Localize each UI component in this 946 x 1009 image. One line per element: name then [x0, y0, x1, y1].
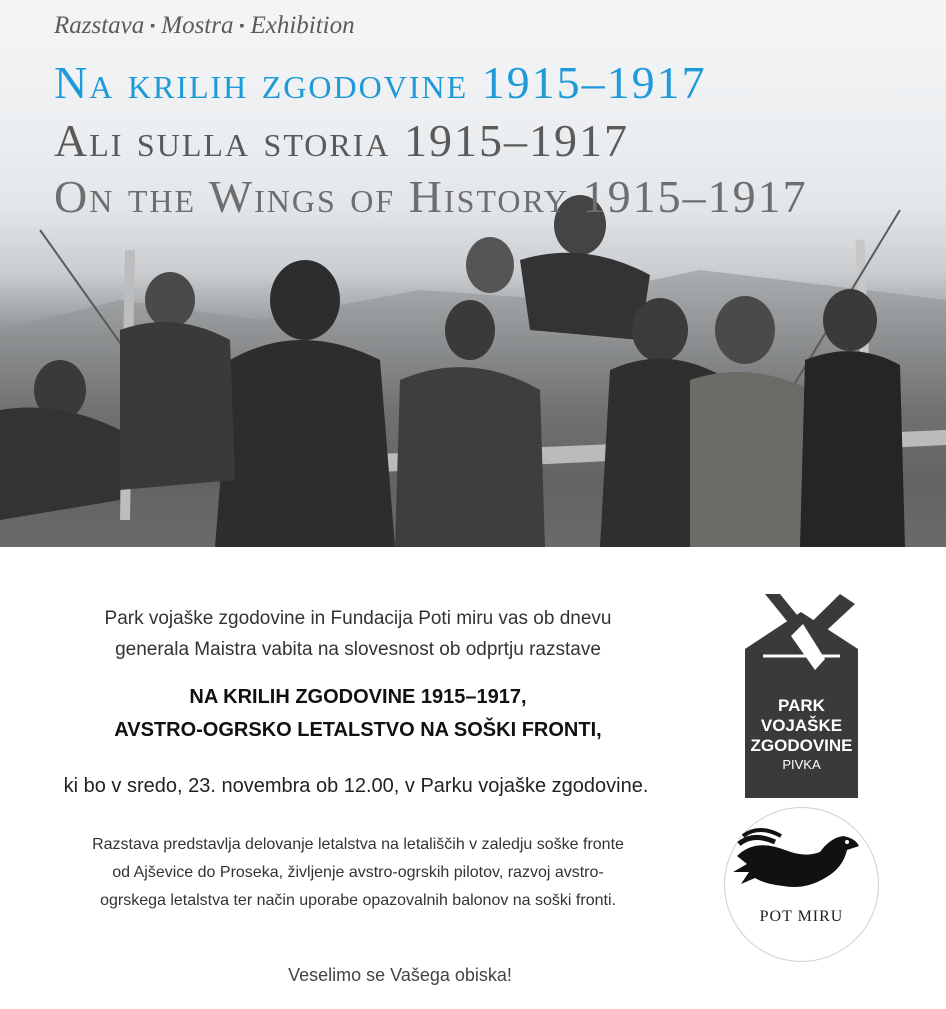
park-vojaske-zgodovine-logo	[745, 594, 858, 798]
dove-icon	[725, 808, 878, 908]
intro-line: Park vojaške zgodovine in Fundacija Poti miru vas ob dnevu	[104, 608, 612, 629]
park-logo-line: PARK	[778, 696, 825, 715]
desc-line: ogrskega letalstva ter način uporabe opazovalnih balonov na soški fronti.	[100, 892, 616, 909]
park-logo-place: PIVKA	[782, 757, 821, 772]
intro-line: generala Maistra vabita na slovesnost ob odprtju razstave	[115, 639, 601, 660]
pot-miru-logo	[724, 807, 879, 962]
park-logo-text	[745, 696, 858, 774]
kicker-en: Exhibition	[250, 12, 355, 39]
title-english: On the Wings of History 1915–1917	[54, 171, 808, 222]
park-logo-line: VOJAŠKE	[760, 716, 843, 735]
title-italian: Ali sulla storia 1915–1917	[54, 115, 630, 166]
exhibition-description	[8, 831, 708, 915]
park-logo-line: ZGODOVINE	[750, 736, 853, 755]
desc-line: Razstava predstavlja delovanje letalstva na letališčih v zaledju soške fronte	[92, 836, 624, 853]
exhibition-headline	[8, 681, 708, 747]
kicker-separator: ▪	[239, 19, 245, 34]
exhibition-kicker	[54, 12, 355, 40]
pot-miru-label: POT MIRU	[759, 908, 844, 925]
intro-paragraph	[8, 603, 708, 665]
headline-line: NA KRILIH ZGODOVINE 1915–1917,	[189, 686, 527, 708]
title-slovenian: Na krilih zgodovine 1915–1917	[54, 57, 707, 108]
kicker-sl: Razstava	[54, 12, 145, 39]
kicker-separator: ▪	[150, 19, 156, 34]
desc-line: od Ajševice do Proseka, življenje avstro-ogrskih pilotov, razvoj avstro-	[112, 864, 604, 881]
kicker-it: Mostra	[161, 12, 234, 39]
event-date: ki bo v sredo, 23. novembra ob 12.00, v Parku vojaške zgodovine.	[63, 775, 649, 797]
invitation-content	[0, 547, 946, 1009]
headline-line: AVSTRO-OGRSKO LETALSTVO NA SOŠKI FRONTI,	[114, 719, 602, 741]
closing-greeting: Veselimo se Vašega obiska!	[288, 965, 512, 985]
